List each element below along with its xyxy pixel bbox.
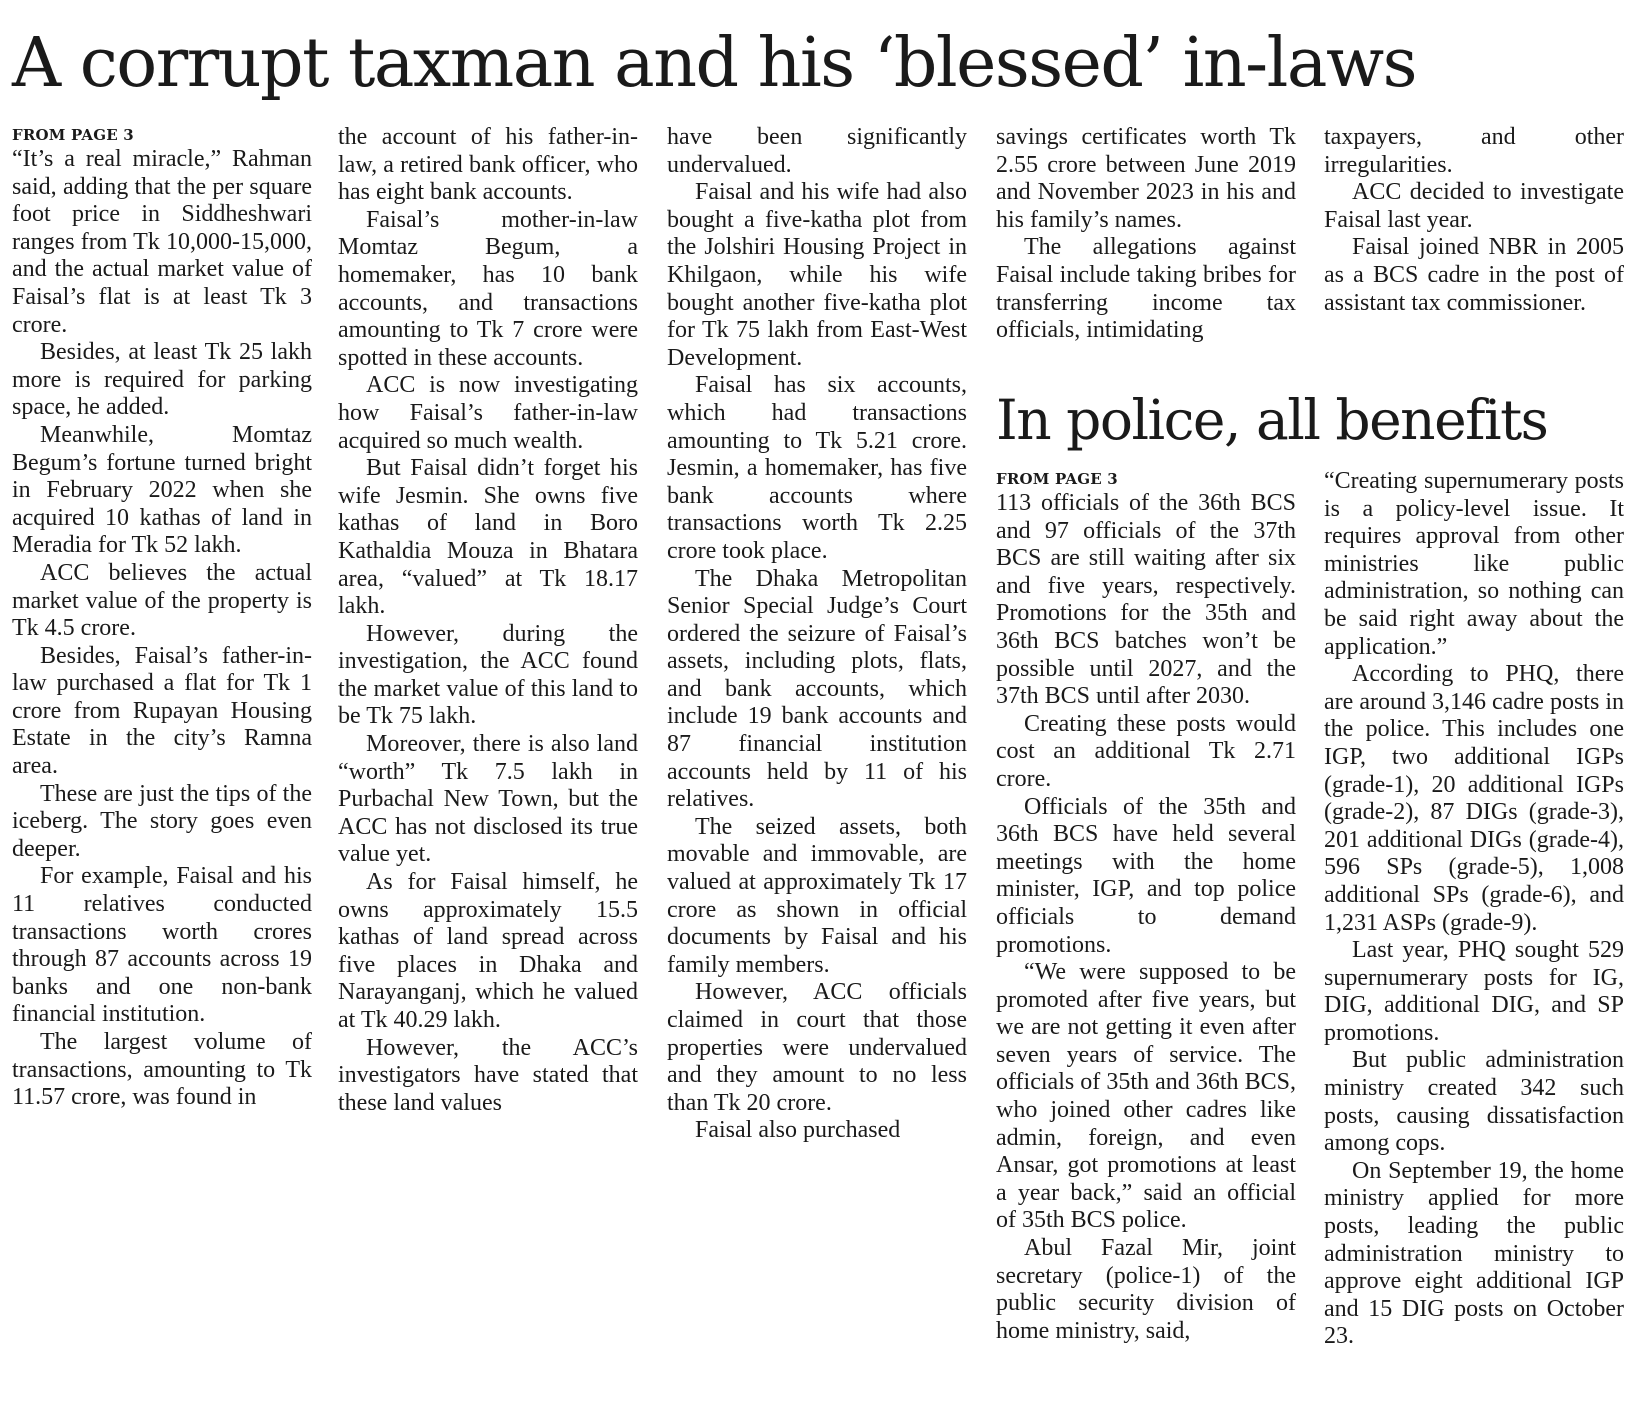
paragraph: ACC decided to investigate Faisal last year.: [1324, 179, 1624, 233]
paragraph: taxpayers, and other irregularities.: [1324, 124, 1624, 178]
story2-slug: FROM PAGE 3: [996, 470, 1118, 488]
story2-column-1: [996, 468, 1296, 1345]
paragraph: Creating these posts would cost an additional Tk 2.71 crore.: [996, 710, 1296, 792]
paragraph: However, during the investigation, the ACC found the market value of this land to be Tk 75 lakh.: [338, 620, 638, 730]
story1-headline: A corrupt taxman and his ‘blessed’ in-laws: [12, 24, 1417, 103]
paragraph: On September 19, the home ministry applied for more posts, leading the public administration ministry to approve eight additional IGP and 15 DIG posts on October 23.: [1324, 1157, 1624, 1350]
paragraph: These are just the tips of the iceberg. The story goes even deeper.: [12, 780, 312, 862]
story1-column-2: [338, 124, 638, 1117]
paragraph: Faisal’s mother-in-law Momtaz Begum, a homemaker, has 10 bank accounts, and transactions amounting to Tk 7 crore were spotted in these accounts.: [338, 206, 638, 371]
paragraph: The Dhaka Metropolitan Senior Special Judge’s Court ordered the seizure of Faisal’s assets, including plots, flats, and bank accounts, which include 19 bank accounts and 87 financial institution accounts held by 11 of his relatives.: [667, 565, 967, 813]
paragraph: the account of his father-in-law, a retired bank officer, who has eight bank accounts.: [338, 124, 638, 206]
story1-column-3: [667, 124, 967, 1145]
paragraph: Besides, Faisal’s father-in-law purchased a flat for Tk 1 crore from Rupayan Housing Estate in the city’s Ramna area.: [12, 642, 312, 780]
paragraph: Last year, PHQ sought 529 supernumerary posts for IG, DIG, additional DIG, and SP promotions.: [1324, 937, 1624, 1046]
story2-headline: In police, all benefits: [996, 388, 1548, 452]
story1-slug: FROM PAGE 3: [12, 126, 134, 144]
paragraph: However, ACC officials claimed in court that those properties were undervalued and they amount to no less than Tk 20 crore.: [667, 979, 967, 1116]
paragraph: Officials of the 35th and 36th BCS have held several meetings with the home minister, IGP, and top police officials to demand promotions.: [996, 793, 1296, 958]
paragraph: As for Faisal himself, he owns approximately 15.5 kathas of land spread across five places in Dhaka and Narayanganj, which he valued at Tk 40.29 lakh.: [338, 869, 638, 1033]
paragraph: Faisal also purchased: [695, 1117, 901, 1144]
paragraph: “It’s a real miracle,” Rahman said, adding that the per square foot price in Siddheshwari ranges from Tk 10,000-15,000, and the actual market value of Faisal’s flat is at least Tk 3 crore.: [12, 146, 312, 338]
story1-column-4: [996, 124, 1296, 345]
paragraph: 113 officials of the 36th BCS and 97 officials of the 37th BCS are still waiting after six and five years, respectively. Promotions for the 35th and 36th BCS batches won’t be possible until 2027, and the 37th BCS until after 2030.: [996, 490, 1296, 710]
story1-column-1: [12, 124, 312, 1112]
paragraph: Faisal has six accounts, which had transactions amounting to Tk 5.21 crore. Jesmin, a homemaker, has five bank accounts where transactions worth Tk 2.25 crore took place.: [667, 372, 967, 564]
paragraph: Besides, at least Tk 25 lakh more is required for parking space, he added.: [12, 339, 312, 421]
paragraph: “We were supposed to be promoted after five years, but we are not getting it even after seven years of service. The officials of 35th and 36th BCS, who joined other cadres like admin, foreign, and even Ansar, got promotions at least a year back,” said an official of 35th BCS police.: [996, 959, 1296, 1234]
paragraph: For example, Faisal and his 11 relatives conducted transactions worth crores through 87 accounts across 19 banks and one non-bank financial institution.: [12, 863, 312, 1028]
paragraph: “Creating supernumerary posts is a policy-level issue. It requires approval from other ministries like public administration, so nothing can be said right away about the application.”: [1324, 468, 1624, 660]
paragraph: The largest volume of transactions, amounting to Tk 11.57 crore, was found in: [12, 1029, 312, 1111]
paragraph: savings certificates worth Tk 2.55 crore between June 2019 and November 2023 in his and his family’s names.: [996, 124, 1296, 233]
paragraph: The allegations against Faisal include taking bribes for transferring income tax officials, intimidating: [996, 234, 1296, 344]
paragraph: But public administration ministry created 342 such posts, causing dissatisfaction among cops.: [1324, 1047, 1624, 1157]
story1-column-5: [1324, 124, 1624, 317]
paragraph: But Faisal didn’t forget his wife Jesmin. She owns five kathas of land in Boro Kathaldia Mouza in Bhatara area, “valued” at Tk 18.17 lakh.: [338, 455, 638, 620]
paragraph: However, the ACC’s investigators have stated that these land values: [338, 1034, 638, 1116]
paragraph: ACC is now investigating how Faisal’s father-in-law acquired so much wealth.: [338, 372, 638, 454]
paragraph: According to PHQ, there are around 3,146 cadre posts in the police. This includes one IGP, two additional IGPs (grade-1), 20 additional IGPs (grade-2), 87 DIGs (grade-3), 201 additional DIGs (grade-4), 596 SPs (grade-5), 1,008 additional SPs (grade-6), and 1,231 ASPs (grade-9).: [1324, 661, 1624, 936]
paragraph: Meanwhile, Momtaz Begum’s fortune turned bright in February 2022 when she acquired 10 kathas of land in Meradia for Tk 52 lakh.: [12, 421, 312, 559]
paragraph: Abul Fazal Mir, joint secretary (police-1) of the public security division of home ministry, said,: [996, 1235, 1296, 1344]
paragraph: The seized assets, both movable and immovable, are valued at approximately Tk 17 crore as shown in official documents by Faisal and his family members.: [667, 813, 967, 978]
paragraph: ACC believes the actual market value of the property is Tk 4.5 crore.: [12, 559, 312, 642]
paragraph: have been significantly undervalued.: [667, 124, 967, 178]
paragraph: Moreover, there is also land “worth” Tk 7.5 lakh in Purbachal New Town, but the ACC has not disclosed its true value yet.: [338, 731, 638, 868]
story2-column-2: [1324, 468, 1624, 1351]
paragraph: Faisal joined NBR in 2005 as a BCS cadre in the post of assistant tax commissioner.: [1324, 234, 1624, 316]
paragraph: Faisal and his wife had also bought a five-katha plot from the Jolshiri Housing Project in Khilgaon, while his wife bought another five-katha plot for Tk 75 lakh from East-West Development.: [667, 179, 967, 371]
